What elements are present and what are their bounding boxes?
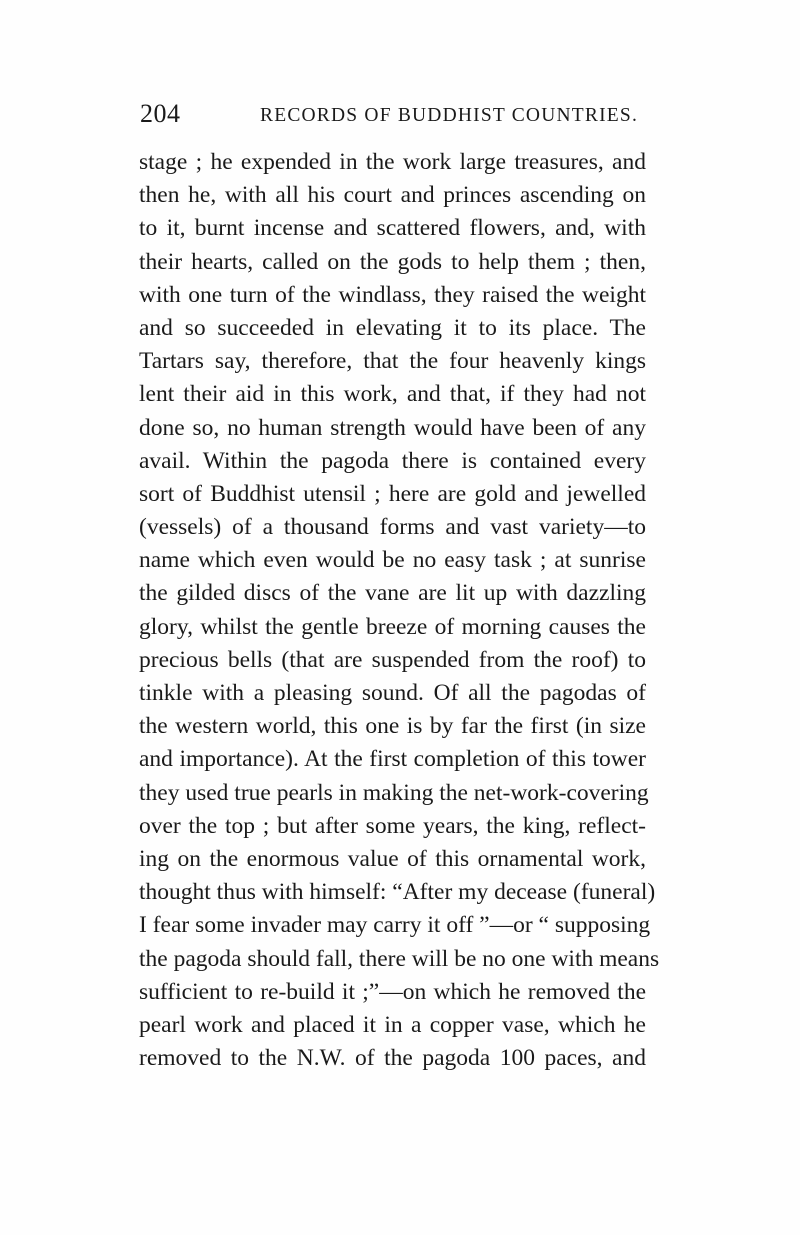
text-line: sufficient to re-build it ;”—on which he removed the bbox=[139, 978, 646, 1005]
text-line: pearl work and placed it in a copper vase, which he bbox=[139, 1011, 646, 1038]
text-line: the pagoda should fall, there will be no one with means bbox=[139, 945, 660, 972]
text-line: their hearts, called on the gods to help them ; then, bbox=[139, 248, 646, 275]
text-line: done so, no human strength would have been of any bbox=[139, 414, 646, 441]
text-line: I fear some invader may carry it off ”—or “ supposing bbox=[139, 912, 651, 939]
text-line: they used true pearls in making the net-work-covering bbox=[139, 779, 649, 806]
text-line: (vessels) of a thousand forms and vast variety—to bbox=[139, 514, 646, 541]
text-line: lent their aid in this work, and that, if they had not bbox=[139, 381, 646, 408]
text-line: ing on the enormous value of this ornamental work, bbox=[139, 845, 646, 872]
text-line: the western world, this one is by far the first (in size bbox=[139, 713, 646, 740]
text-line: to it, burnt incense and scattered flowers, and, with bbox=[139, 215, 646, 242]
running-title: RECORDS OF BUDDHIST COUNTRIES. bbox=[260, 105, 639, 126]
text-line: and importance). At the first completion of this tower bbox=[139, 746, 646, 773]
text-line: glory, whilst the gentle breeze of morning causes the bbox=[139, 613, 646, 640]
text-line: precious bells (that are suspended from the roof) to bbox=[139, 646, 646, 673]
text-line: tinkle with a pleasing sound. Of all the pagodas of bbox=[139, 680, 646, 706]
text-line: removed to the N.W. of the pagoda 100 paces, and bbox=[139, 1045, 646, 1072]
text-line: avail. Within the pagoda there is contained every bbox=[139, 447, 646, 474]
text-line: thought thus with himself: “After my decease (funeral) bbox=[139, 879, 656, 906]
text-line: sort of Buddhist utensil ; here are gold and jewelled bbox=[139, 480, 646, 507]
text-line: stage ; he expended in the work large treasures, and bbox=[139, 149, 646, 175]
text-line: and so succeeded in elevating it to its place. The bbox=[139, 314, 646, 341]
text-line: over the top ; but after some years, the king, reflect- bbox=[139, 812, 646, 839]
page-number: 204 bbox=[140, 99, 181, 128]
running-head bbox=[140, 94, 645, 134]
text-line: name which even would be no easy task ; at sunrise bbox=[139, 547, 646, 574]
text-line: with one turn of the windlass, they raised the weight bbox=[139, 281, 646, 308]
text-line: the gilded discs of the vane are lit up with dazzling bbox=[139, 580, 646, 607]
text-line: then he, with all his court and princes ascending on bbox=[139, 182, 646, 209]
body-text bbox=[139, 146, 660, 1075]
text-line: Tartars say, therefore, that the four heavenly kings bbox=[139, 348, 646, 375]
